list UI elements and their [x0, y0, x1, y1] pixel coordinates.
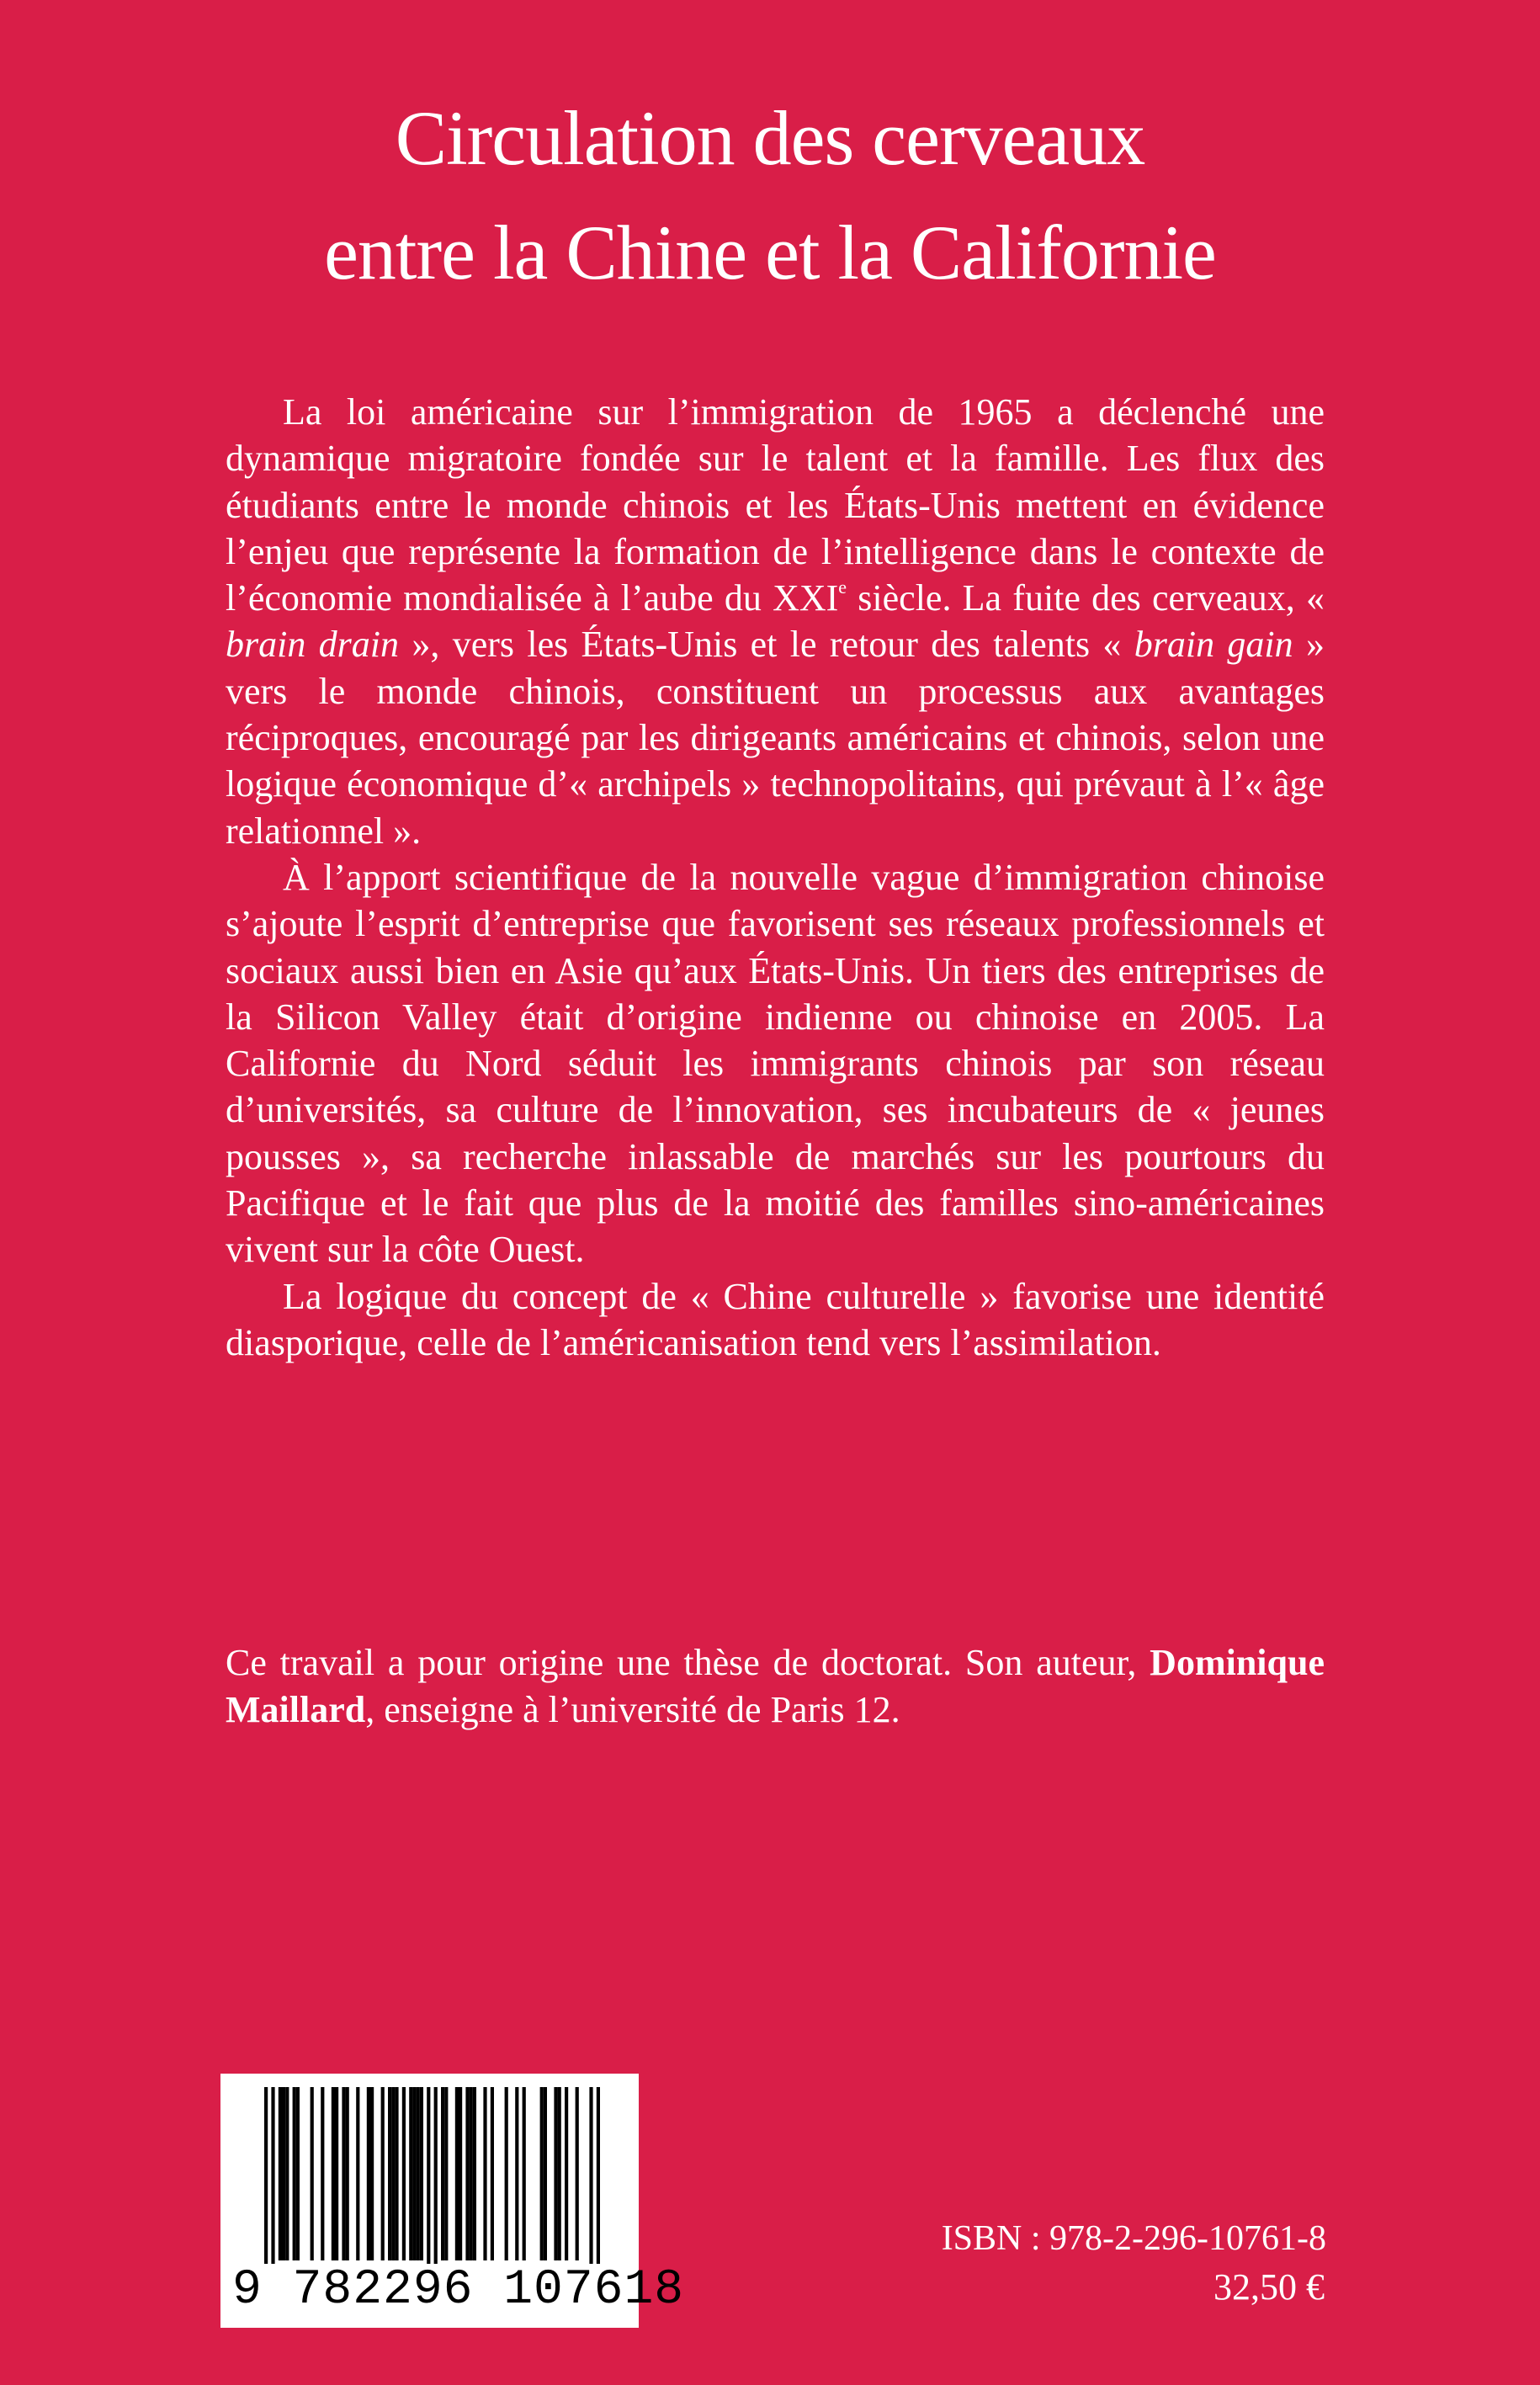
- barcode-bar: [491, 2087, 494, 2260]
- barcode-bar: [565, 2087, 568, 2260]
- barcode-bar: [483, 2087, 486, 2260]
- barcode-bar: [589, 2087, 592, 2264]
- barcode-bar: [420, 2087, 423, 2260]
- barcode-bar: [459, 2087, 462, 2260]
- blurb-paragraph-1: La loi américaine sur l’immigration de 1965 a déclenché une dynamique migratoire fondée sur le talent et la famille. Les flux des étudiants entre le monde chinois et les États-Unis mettent en évidence l’enjeu que représente la formation de l’intelligence dans le contexte de l’économie mondialisée à l’aube du XXIe siècle. La fuite des cerveaux, « brain drain », vers les États-Unis et le retour des talents « brain gain » vers le monde chinois, constituent un processus aux avantages réciproques, encouragé par les dirigeants américains et chinois, selon une logique économique d’« archipels » technopolitains, qui prévaut à l’« âge relationnel ».: [226, 391, 1325, 852]
- barcode-bar: [346, 2087, 349, 2260]
- barcode-bar: [279, 2087, 282, 2260]
- barcode-bar: [455, 2087, 459, 2260]
- title-line-1: Circulation des cerveaux: [395, 95, 1145, 181]
- barcode-bar: [356, 2087, 359, 2260]
- barcode-bar: [388, 2087, 391, 2260]
- barcode-bar: [293, 2087, 296, 2260]
- barcode-bar: [282, 2087, 285, 2260]
- barcode: [220, 2074, 685, 2328]
- barcode-bar: [321, 2087, 324, 2260]
- barcode-bar: [311, 2087, 314, 2260]
- barcode-bar: [367, 2087, 370, 2260]
- barcode-bar: [391, 2087, 395, 2260]
- barcode-bar: [402, 2087, 406, 2260]
- barcode-bar: [515, 2087, 518, 2260]
- barcode-bar: [409, 2087, 412, 2260]
- barcode-bar: [395, 2087, 398, 2260]
- barcode-bar: [465, 2087, 469, 2260]
- barcode-bar: [441, 2087, 444, 2260]
- barcode-bar: [444, 2087, 448, 2260]
- blurb: [226, 389, 1325, 1366]
- barcode-bar: [427, 2087, 430, 2264]
- barcode-bar: [342, 2087, 345, 2260]
- barcode-bar: [296, 2087, 300, 2260]
- title-line-2: entre la Chine et la Californie: [324, 210, 1216, 295]
- barcode-bar: [473, 2087, 476, 2260]
- barcode-bar: [271, 2087, 274, 2264]
- author-note: Ce travail a pour origine une thèse de doctorat. Son auteur, Dominique Maillard, enseigne à l’université de Paris 12.: [226, 1642, 1325, 1730]
- book-title: [0, 81, 1540, 310]
- author-name: Dominique Maillard: [226, 1642, 1325, 1730]
- barcode-bar: [370, 2087, 374, 2260]
- barcode-bar: [523, 2087, 526, 2260]
- barcode-bar: [558, 2087, 561, 2260]
- barcode-bar: [412, 2087, 416, 2260]
- barcode-bar: [335, 2087, 338, 2260]
- price: 32,50 €: [1213, 2266, 1325, 2308]
- barcode-bar: [540, 2087, 544, 2260]
- barcode-bar: [554, 2087, 557, 2260]
- barcode-bar: [417, 2087, 420, 2260]
- barcode-bar: [381, 2087, 385, 2260]
- barcode-bars: [220, 2074, 639, 2267]
- isbn: ISBN : 978-2-296-10761-8: [941, 2219, 1326, 2258]
- blurb-paragraph-2: À l’apport scientifique de la nouvelle vague d’immigration chinoise s’ajoute l’esprit d’entreprise que favorisent ses réseaux professionnels et sociaux aussi bien en Asie qu’aux États-Unis. Un tiers des entreprises de la Silicon Valley était d’origine indienne ou chinoise en 2005. La Californie du Nord séduit les immigrants chinois par son réseau d’universités, sa culture de l’innovation, ses incubateurs de « jeunes pousses », sa recherche inlassable de marchés sur les pourtours du Pacifique et le fait que plus de la moitié des familles sino-américaines vivent sur la côte Ouest.: [226, 856, 1325, 1271]
- barcode-bar: [544, 2087, 547, 2260]
- barcode-bar: [264, 2087, 268, 2264]
- barcode-digits: 9 782296 107618: [232, 2263, 685, 2318]
- barcode-bar: [576, 2087, 579, 2260]
- barcode-bar: [505, 2087, 508, 2260]
- barcode-bar: [470, 2087, 473, 2260]
- barcode-bar: [434, 2087, 438, 2264]
- barcode-bar: [332, 2087, 335, 2260]
- barcode-bar: [597, 2087, 600, 2264]
- barcode-bar: [285, 2087, 289, 2260]
- blurb-paragraph-3: La logique du concept de « Chine culturelle » favorise une identité diasporique, celle de l’américanisation tend vers l’assimilation.: [226, 1275, 1325, 1363]
